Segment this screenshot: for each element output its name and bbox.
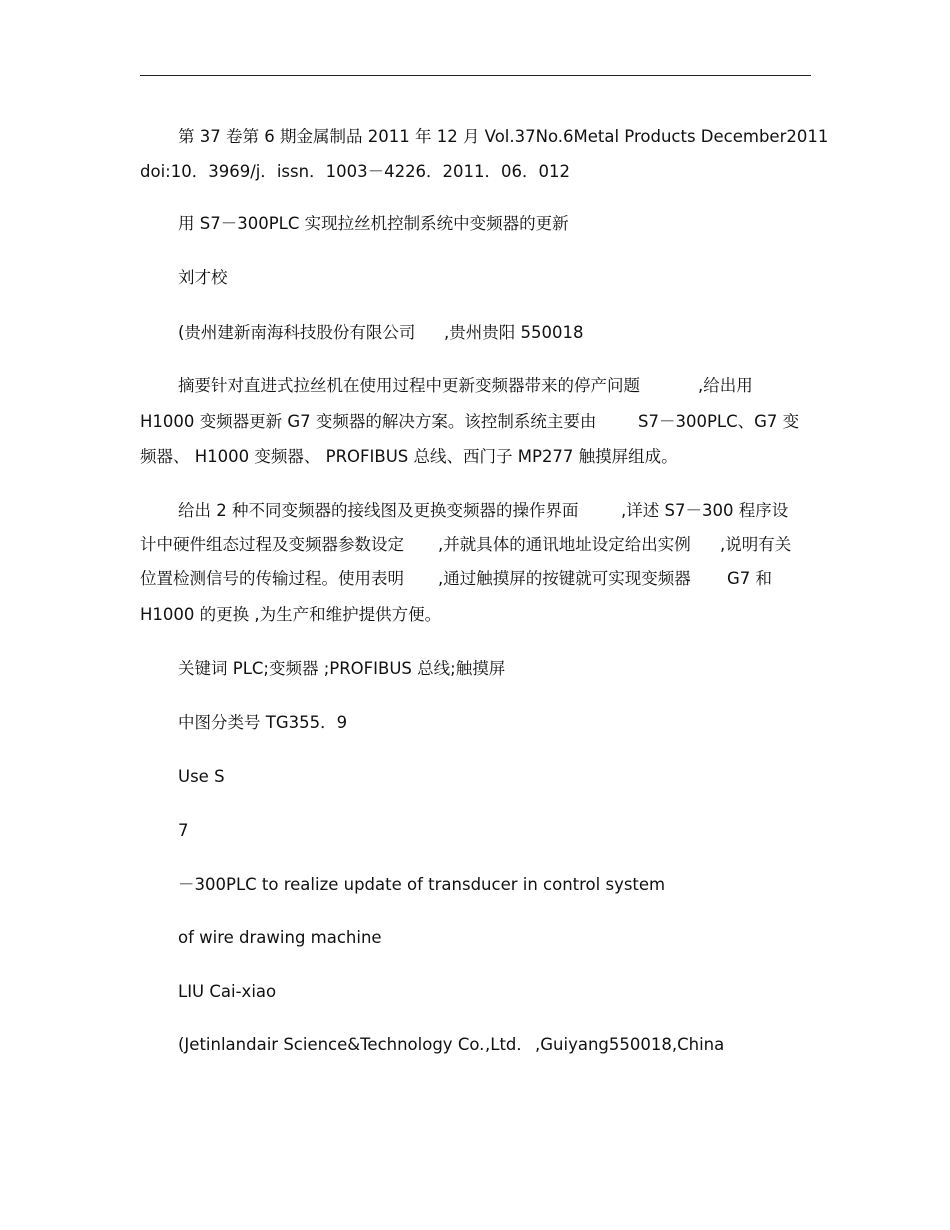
title-en-line-4: of wire drawing machine: [178, 928, 382, 947]
abstract-text: ,并就具体的通讯地址设定给出实例: [438, 535, 691, 554]
abstract-text: ,给出用: [698, 376, 753, 395]
title-cn: 用 S7－300PLC 实现拉丝机控制系统中变频器的更新: [178, 214, 569, 233]
doi-line: doi:10．3969/j．issn．1003－4226．2011．06．012: [140, 162, 571, 181]
abstract-text: 计中硬件组态过程及变频器参数设定: [140, 535, 404, 554]
abstract-text: ,详述 S7－300 程序设: [621, 501, 789, 520]
abstract-text: 摘要针对直进式拉丝机在使用过程中更新变频器带来的停产问题: [178, 376, 640, 395]
abstract-text: H1000 变频器更新 G7 变频器的解决方案。该控制系统主要由: [140, 412, 597, 431]
abstract-p1-line-3: 频器、 H1000 变频器、 PROFIBUS 总线、西门子 MP277 触摸屏组成。: [140, 447, 678, 466]
affiliation-en-city: ,Guiyang550018,China: [535, 1035, 725, 1054]
abstract-text: 给出 2 种不同变频器的接线图及更换变频器的操作界面: [178, 501, 579, 520]
title-en-line-3: －300PLC to realize update of transducer in control system: [178, 875, 666, 894]
affiliation-cn-org: (贵州建新南海科技股份有限公司: [178, 323, 416, 342]
classification-number: 中图分类号 TG355．9: [178, 713, 348, 732]
abstract-text: S7－300PLC、G7 变: [638, 412, 800, 431]
abstract-text: G7 和: [727, 569, 773, 588]
author-cn: 刘才校: [178, 268, 228, 287]
abstract-text: ,说明有关: [720, 535, 792, 554]
keywords: 关键词 PLC;变频器 ;PROFIBUS 总线;触摸屏: [178, 659, 506, 678]
affiliation-en-suffix: ,Ltd．: [485, 1035, 533, 1054]
title-en-line-2: 7: [178, 821, 189, 840]
abstract-p2-line-4: H1000 的更换 ,为生产和维护提供方便。: [140, 605, 442, 624]
affiliation-cn-city: ,贵州贵阳 550018: [444, 323, 584, 342]
affiliation-en-org: (Jetinlandair Science&Technology Co.: [178, 1035, 485, 1054]
abstract-text: 位置检测信号的传输过程。使用表明: [140, 569, 404, 588]
header-rule: [140, 75, 811, 76]
title-en-line-1: Use S: [178, 767, 225, 786]
author-en: LIU Cai-xiao: [178, 982, 277, 1001]
abstract-text: ,通过触摸屏的按键就可实现变频器: [438, 569, 691, 588]
citation-line: 第 37 卷第 6 期金属制品 2011 年 12 月 Vol.37No.6Metal Products December2011: [178, 127, 829, 146]
